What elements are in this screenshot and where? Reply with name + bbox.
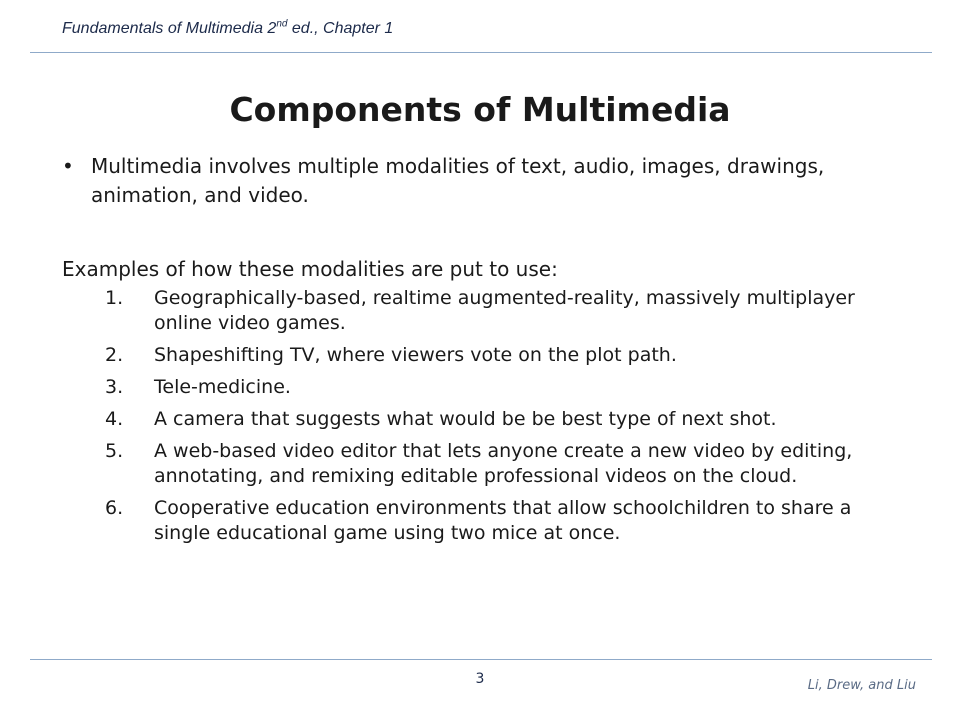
footer-divider [30, 659, 932, 660]
list-item-number: 4. [105, 408, 124, 430]
list-item [105, 439, 905, 489]
list-item-text: A web-based video editor that lets anyone create a new video by editing, annotating, and remixing editable professional videos on the cloud. [154, 440, 853, 487]
list-item-text: Tele-medicine. [154, 376, 291, 398]
list-item [105, 286, 905, 336]
list-item [105, 375, 905, 400]
authors-credit: Li, Drew, and Liu [807, 678, 916, 693]
list-item [105, 496, 905, 546]
bullet-text: Multimedia involves multiple modalities of text, audio, images, drawings, animation, and video. [91, 154, 825, 207]
header-prefix: Fundamentals of Multimedia 2 [62, 20, 277, 37]
examples-list [105, 286, 905, 553]
list-item-number: 5. [105, 440, 124, 462]
header-divider [30, 52, 932, 53]
header-suffix: ed., Chapter 1 [287, 20, 394, 37]
header-superscript: nd [276, 18, 288, 30]
list-item-text: Shapeshifting TV, where viewers vote on the plot path. [154, 344, 677, 366]
list-item [105, 407, 905, 432]
list-item-number: 6. [105, 497, 124, 519]
list-item-text: Cooperative education environments that allow schoolchildren to share a single educational game using two mice at once. [154, 497, 852, 544]
header-text [62, 20, 393, 38]
bullet-mark: • [62, 154, 74, 178]
bullet-point [62, 152, 912, 210]
list-item-text: Geographically-based, realtime augmented-reality, massively multiplayer online video games. [154, 287, 855, 334]
page-number: 3 [475, 671, 485, 687]
list-item [105, 343, 905, 368]
slide-title: Components of Multimedia [229, 90, 731, 129]
list-item-number: 2. [105, 344, 124, 366]
examples-intro: Examples of how these modalities are put to use: [62, 257, 558, 281]
list-item-number: 1. [105, 287, 124, 309]
list-item-text: A camera that suggests what would be be best type of next shot. [154, 408, 777, 430]
list-item-number: 3. [105, 376, 124, 398]
